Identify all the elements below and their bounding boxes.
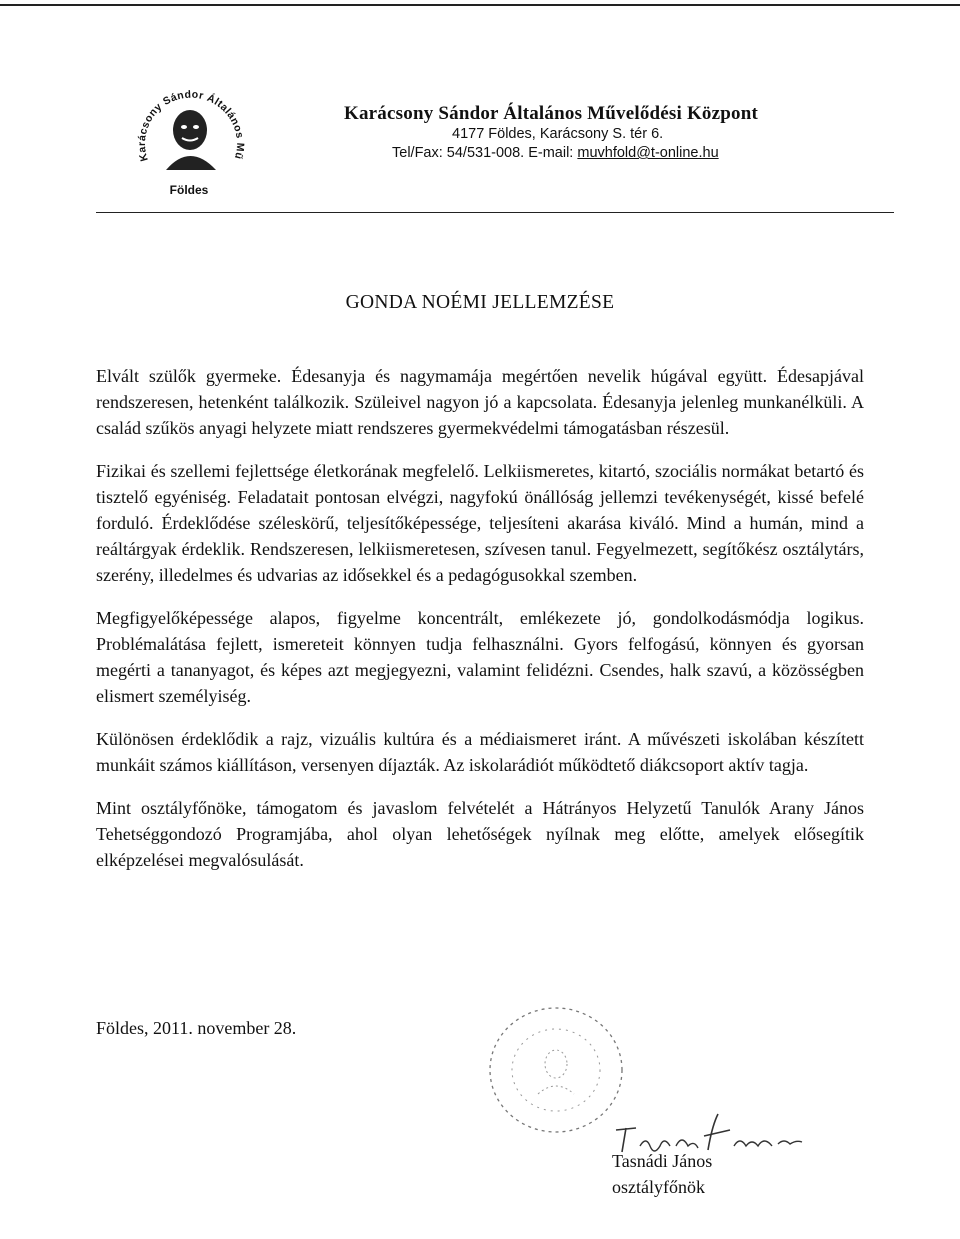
signer-title: osztályfőnök	[612, 1177, 705, 1197]
date-line: Földes, 2011. november 28.	[96, 1018, 297, 1038]
top-border-line	[0, 4, 960, 6]
paragraph-family: Elvált szülők gyermeke. Édesanyja és nagymamája megértően nevelik húgával együtt. Édesapjával rendszeresen, hetenként találkozik. Szüleivel nagyon jó a kapcsolata. Édesanyja jelenleg munkanélküli. A család szűkös anyagi helyzete miatt rendszeres gyermekvédelmi támogatásban részesül.	[96, 366, 864, 438]
logo-bottom-text: Földes	[169, 183, 209, 197]
document-title: GONDA NOÉMI JELLEMZÉSE	[345, 292, 615, 313]
document-body	[96, 363, 864, 890]
address: 4177 Földes, Karácsony S. tér 6.	[452, 126, 664, 142]
signer-name: Tasnádi János	[612, 1151, 713, 1171]
paragraph-personality: Fizikai és szellemi fejlettsége életkorának megfelelő. Lelkiismeretes, kitartó, szociális normákat betartó és tisztelő egyéniség. Feladatait pontosan elvégzi, nagyfokú önállóság jellemzi tevékenységét, kissé befelé forduló. Érdeklődése széleskörű, teljesítőképessége, teljesíteni akarása kiváló. Mind a humán, mind a reáltárgyak érdeklik. Rendszeresen, lelkiismeretesen, szívesen tanul. Fegyelmezett, segítőkész osztálytárs, szerény, illedelmes és udvarias az idősekkel és a pedagógusokkal szemben.	[96, 461, 864, 585]
header-divider	[96, 212, 894, 213]
paragraph-recommendation: Mint osztályfőnöke, támogatom és javaslom felvételét a Hátrányos Helyzetű Tanulók Arany János Tehetséggondozó Programjába, ahol olyan lehetőségek nyílnak meg előtte, amelyek elősegítik elképzelései megvalósulását.	[96, 798, 864, 870]
letterhead	[344, 103, 904, 163]
contact-prefix: Tel/Fax: 54/531-008. E-mail:	[392, 145, 578, 161]
organization-name: Karácsony Sándor Általános Művelődési Központ	[344, 103, 759, 124]
paragraph-interests: Különösen érdeklődik a rajz, vizuális kultúra és a médiaismeret iránt. A művészeti iskolában készített munkáit számos kiállításon, versenyen díjazták. Az iskolarádiót működtető diákcsoport aktív tagja.	[96, 729, 864, 775]
email-link[interactable]: muvhfold@t-online.hu	[577, 145, 719, 161]
school-logo-icon	[126, 72, 256, 202]
signer-block	[612, 1148, 712, 1200]
paragraph-cognition: Megfigyelőképessége alapos, figyelme koncentrált, emlékezete jó, gondolkodásmódja logikus. Problémalátása fejlett, ismereteit könnyen tudja felhasználni. Gyors felfogású, könnyen és gyorsan megérti a tananyagot, és képes azt megjegyezni, valamint felidézni. Csendes, halk szavú, a közösségben elismert személyiség.	[96, 608, 864, 706]
logo-ring-text: Karácsony Sándor Általános Mű	[135, 88, 247, 163]
contact-line	[344, 144, 904, 163]
